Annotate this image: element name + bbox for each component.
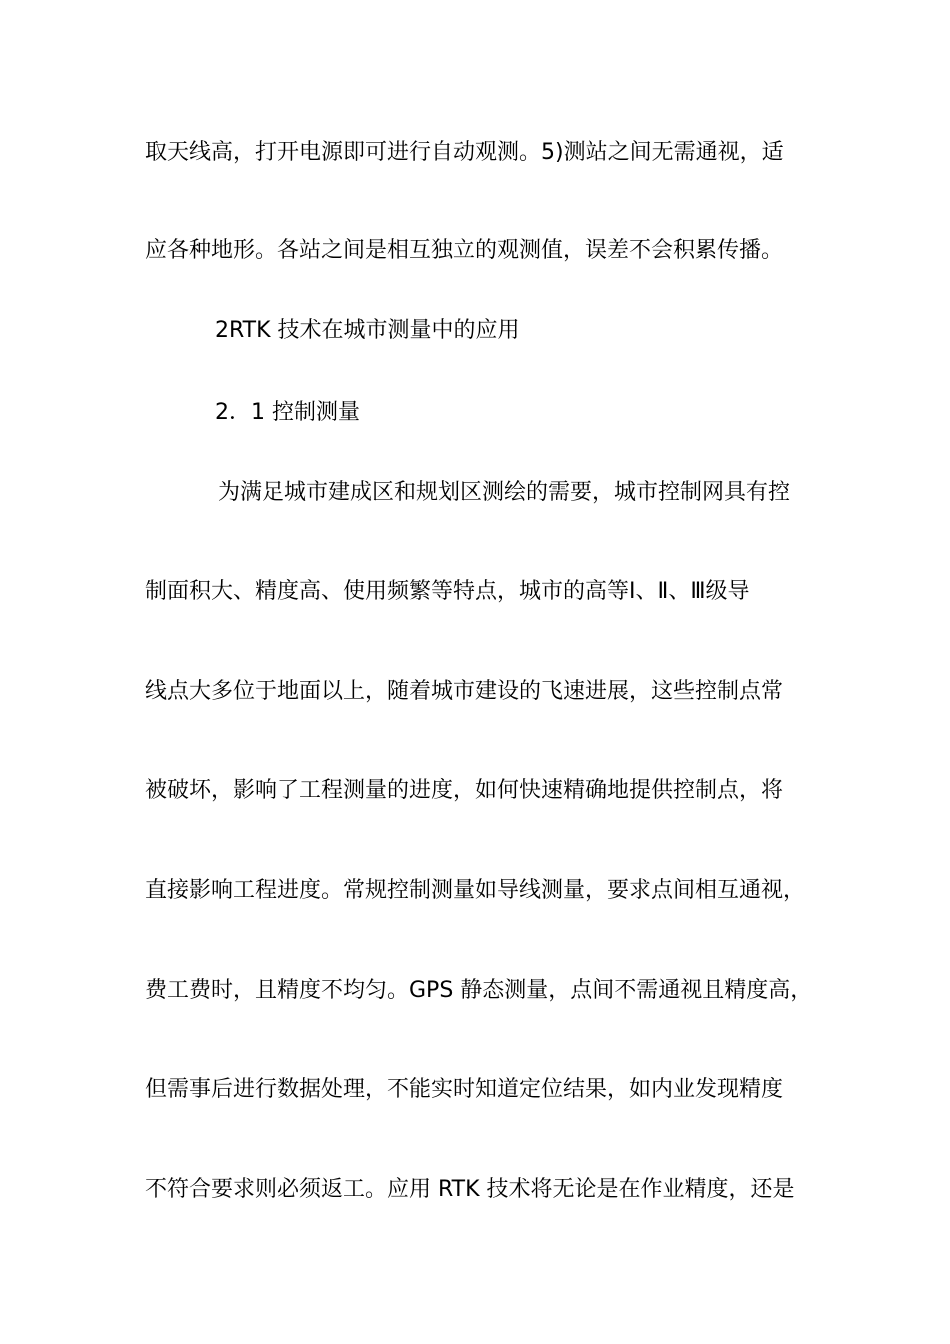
subsection-heading: 2．1 控制测量 [215,400,360,425]
body-text-line: 被破坏，影响了工程测量的进度，如何快速精确地提供控制点，将 [145,778,784,803]
body-text-line: 制面积大、精度高、使用频繁等特点，城市的高等Ⅰ、Ⅱ、Ⅲ级导 [145,579,750,604]
body-text-line: 线点大多位于地面以上，随着城市建设的飞速进展，这些控制点常 [145,679,784,704]
section-heading: 2RTK 技术在城市测量中的应用 [215,318,520,343]
body-text-line: 不符合要求则必须返工。应用 RTK 技术将无论是在作业精度，还是 [145,1177,795,1202]
paragraph-first-line: 为满足城市建成区和规划区测绘的需要，城市控制网具有控 [218,480,791,505]
body-text-line: 费工费时，且精度不均匀。GPS 静态测量，点间不需通视且精度高， [145,978,813,1003]
body-text-line: 直接影响工程进度。常规控制测量如导线测量，要求点间相互通视， [145,878,806,903]
body-text-line: 但需事后进行数据处理，不能实时知道定位结果，如内业发现精度 [145,1077,784,1102]
body-text-line: 取天线高，打开电源即可进行自动观测。5)测站之间无需通视，适 [145,140,784,165]
body-text-line: 应各种地形。各站之间是相互独立的观测值，误差不会积累传播。 [145,238,784,263]
